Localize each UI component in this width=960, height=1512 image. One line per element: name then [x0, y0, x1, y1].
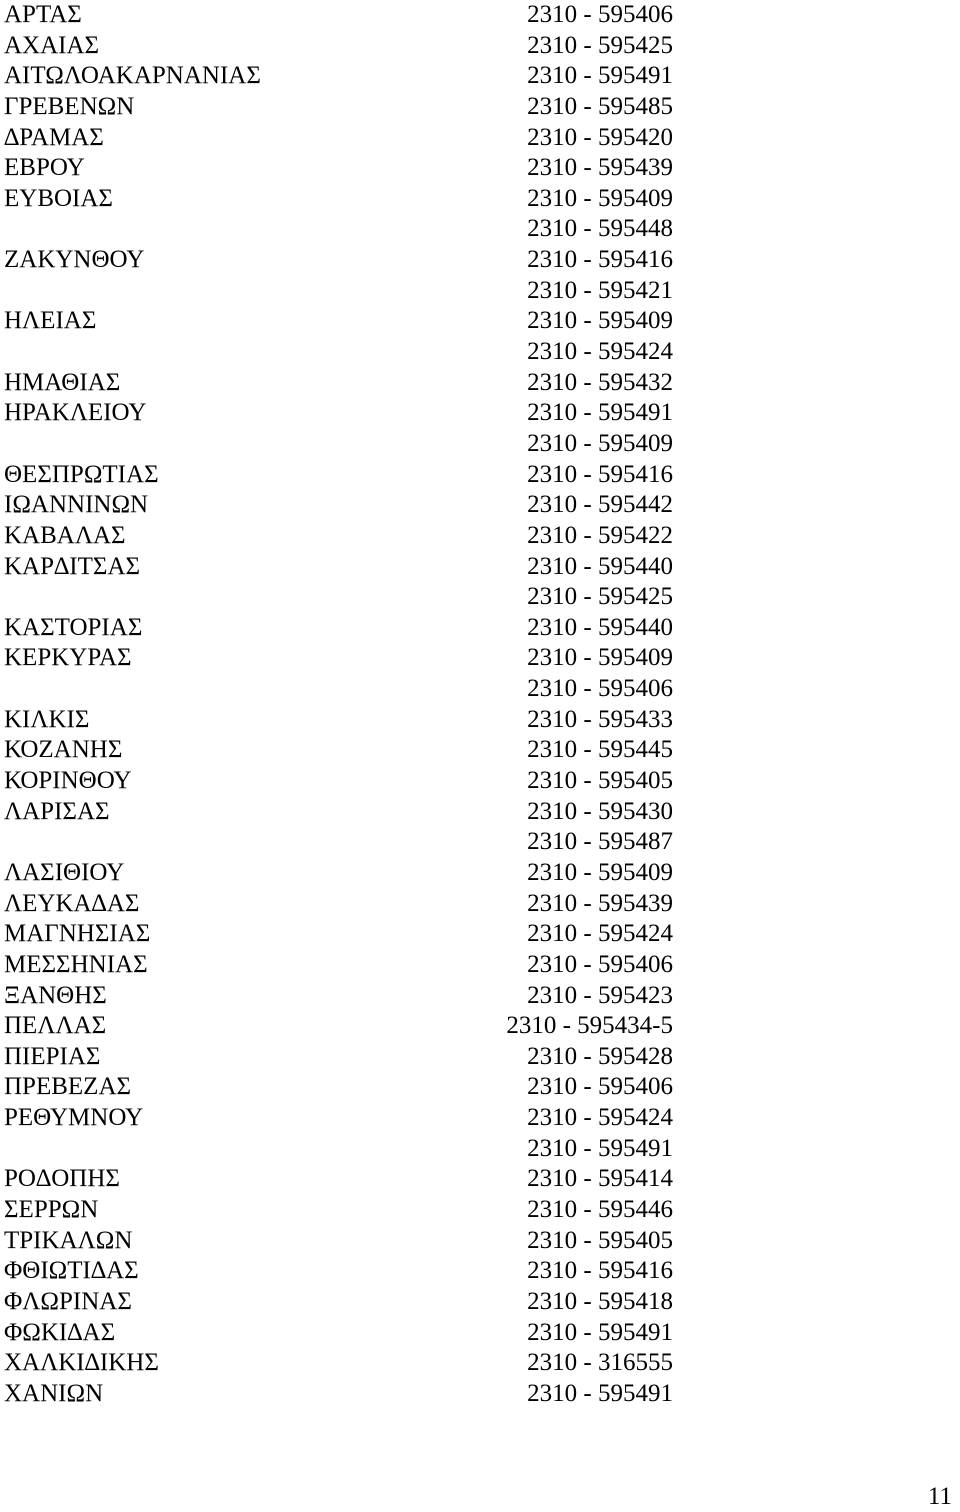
list-item: [0, 1379, 700, 1410]
region-name: ΛΑΡΙΣΑΣ: [4, 797, 110, 825]
phone-number: 2310 - 595418: [527, 1287, 673, 1315]
region-name: ΡΕΘΥΜΝΟΥ: [4, 1104, 144, 1132]
list-item: [0, 981, 700, 1012]
phone-number: 2310 - 595416: [527, 1257, 673, 1285]
phone-number: 2310 - 595432: [527, 368, 673, 396]
list-item: [0, 31, 700, 62]
phone-number: 2310 - 595425: [527, 31, 673, 59]
phone-number: 2310 - 595491: [527, 399, 673, 427]
region-name: ΜΑΓΝΗΣΙΑΣ: [4, 920, 151, 948]
phone-number: 2310 - 595491: [527, 1318, 673, 1346]
list-item: [0, 1256, 700, 1287]
list-item: [0, 889, 700, 920]
region-name: ΑΙΤΩΛΟΑΚΑΡΝΑΝΙΑΣ: [4, 62, 261, 90]
region-name: ΚΙΛΚΙΣ: [4, 705, 90, 733]
phone-number: 2310 - 595434-5: [506, 1012, 673, 1040]
region-name: ΛΕΥΚΑ∆ΑΣ: [4, 889, 140, 917]
phone-number: 2310 - 595421: [527, 276, 673, 304]
list-item: [0, 460, 700, 491]
list-item: [0, 429, 700, 460]
phone-number: 2310 - 595439: [527, 889, 673, 917]
region-name: ΧΑΝΙΩΝ: [4, 1379, 104, 1407]
region-name: ΗΡΑΚΛΕΙΟΥ: [4, 399, 147, 427]
phone-number: 2310 - 595409: [527, 858, 673, 886]
list-item: [0, 0, 700, 31]
phone-number: 2310 - 595424: [527, 1104, 673, 1132]
region-name: ΣΕΡΡΩΝ: [4, 1195, 99, 1223]
region-name: ΕΒΡΟΥ: [4, 154, 85, 182]
list-item: [0, 1134, 700, 1165]
region-name: ΤΡΙΚΑΛΩΝ: [4, 1226, 133, 1254]
region-name: ΚΟΖΑΝΗΣ: [4, 736, 123, 764]
region-name: ΘΕΣΠΡΩΤΙΑΣ: [4, 460, 159, 488]
list-item: [0, 521, 700, 552]
list-item: [0, 643, 700, 674]
phone-number: 2310 - 595425: [527, 583, 673, 611]
list-item: [0, 552, 700, 583]
region-name: ∆ΡΑΜΑΣ: [4, 123, 104, 151]
list-item: [0, 368, 700, 399]
list-item: [0, 1195, 700, 1226]
list-item: [0, 674, 700, 705]
phone-number: 2310 - 595409: [527, 429, 673, 457]
region-name: ΦΛΩΡΙΝΑΣ: [4, 1287, 132, 1315]
phone-number: 2310 - 595405: [527, 767, 673, 795]
region-name: ΡΟ∆ΟΠΗΣ: [4, 1165, 120, 1193]
phone-number: 2310 - 595433: [527, 705, 673, 733]
phone-number: 2310 - 595423: [527, 981, 673, 1009]
phone-number: 2310 - 595406: [527, 1073, 673, 1101]
list-item: [0, 766, 700, 797]
phone-number: 2310 - 595416: [527, 246, 673, 274]
phone-number: 2310 - 595442: [527, 491, 673, 519]
phone-number: 2310 - 595405: [527, 1226, 673, 1254]
phone-number: 2310 - 595409: [527, 307, 673, 335]
phone-number: 2310 - 595487: [527, 828, 673, 856]
list-item: [0, 123, 700, 154]
list-item: [0, 92, 700, 123]
phone-number: 2310 - 595439: [527, 154, 673, 182]
phone-number: 2310 - 595440: [527, 613, 673, 641]
list-item: [0, 1287, 700, 1318]
list-item: [0, 1226, 700, 1257]
list-item: [0, 582, 700, 613]
region-name: ΦΩΚΙ∆ΑΣ: [4, 1318, 116, 1346]
list-item: [0, 919, 700, 950]
region-name: ΠΙΕΡΙΑΣ: [4, 1042, 101, 1070]
list-item: [0, 735, 700, 766]
phone-number: 2310 - 595414: [527, 1165, 673, 1193]
list-item: [0, 490, 700, 521]
list-item: [0, 1348, 700, 1379]
phone-number: 2310 - 595424: [527, 920, 673, 948]
phone-number: 2310 - 595416: [527, 460, 673, 488]
region-name: ΜΕΣΣΗΝΙΑΣ: [4, 950, 148, 978]
region-name: ΑΧΑΙΑΣ: [4, 31, 100, 59]
phone-number: 2310 - 316555: [527, 1349, 673, 1377]
list-item: [0, 827, 700, 858]
region-name: ΗΜΑΘΙΑΣ: [4, 368, 121, 396]
region-name: ΙΩΑΝΝΙΝΩΝ: [4, 491, 149, 519]
list-item: [0, 1011, 700, 1042]
phone-number: 2310 - 595406: [527, 675, 673, 703]
list-item: [0, 61, 700, 92]
region-name: ΦΘΙΩΤΙ∆ΑΣ: [4, 1257, 139, 1285]
list-item: [0, 858, 700, 889]
region-name: ΚΑΣΤΟΡΙΑΣ: [4, 613, 143, 641]
list-item: [0, 153, 700, 184]
page-number: 11: [927, 1483, 952, 1510]
region-name: ΠΡΕΒΕΖΑΣ: [4, 1073, 132, 1101]
phone-number: 2310 - 595485: [527, 92, 673, 120]
phone-number: 2310 - 595491: [527, 1134, 673, 1162]
phone-number: 2310 - 595430: [527, 797, 673, 825]
region-name: ΚΑΡ∆ΙΤΣΑΣ: [4, 552, 141, 580]
list-item: [0, 950, 700, 981]
region-name: ΛΑΣΙΘΙΟΥ: [4, 858, 125, 886]
list-item: [0, 1042, 700, 1073]
list-item: [0, 184, 700, 215]
list-item: [0, 245, 700, 276]
region-name: ΚΑΒΑΛΑΣ: [4, 521, 126, 549]
region-name: ΗΛΕΙΑΣ: [4, 307, 97, 335]
list-item: [0, 705, 700, 736]
phone-number: 2310 - 595491: [527, 1379, 673, 1407]
list-item: [0, 337, 700, 368]
list-item: [0, 276, 700, 307]
phone-number: 2310 - 595409: [527, 184, 673, 212]
region-name: ΧΑΛΚΙ∆ΙΚΗΣ: [4, 1349, 159, 1377]
phone-number: 2310 - 595422: [527, 521, 673, 549]
region-name: ΕΥΒΟΙΑΣ: [4, 184, 113, 212]
phone-number: 2310 - 595448: [527, 215, 673, 243]
phone-number: 2310 - 595406: [527, 1, 673, 28]
phone-number: 2310 - 595409: [527, 644, 673, 672]
list-item: [0, 797, 700, 828]
region-name: ΚΟΡΙΝΘΟΥ: [4, 767, 132, 795]
phone-number: 2310 - 595491: [527, 62, 673, 90]
list-item: [0, 1164, 700, 1195]
region-name: ΖΑΚΥΝΘΟΥ: [4, 246, 145, 274]
region-name: ΓΡΕΒΕΝΩΝ: [4, 92, 135, 120]
phone-number: 2310 - 595445: [527, 736, 673, 764]
list-item: [0, 214, 700, 245]
phone-number: 2310 - 595428: [527, 1042, 673, 1070]
region-name: ΠΕΛΛΑΣ: [4, 1012, 107, 1040]
region-name: ΞΑΝΘΗΣ: [4, 981, 107, 1009]
phone-number: 2310 - 595440: [527, 552, 673, 580]
list-item: [0, 613, 700, 644]
phone-number: 2310 - 595406: [527, 950, 673, 978]
region-name: ΚΕΡΚΥΡΑΣ: [4, 644, 132, 672]
list-item: [0, 398, 700, 429]
list-item: [0, 1103, 700, 1134]
list-item: [0, 1318, 700, 1349]
phone-number: 2310 - 595424: [527, 338, 673, 366]
list-item: [0, 1072, 700, 1103]
phone-number: 2310 - 595420: [527, 123, 673, 151]
list-item: [0, 306, 700, 337]
region-name: ΑΡΤΑΣ: [4, 1, 82, 28]
phone-number: 2310 - 595446: [527, 1195, 673, 1223]
